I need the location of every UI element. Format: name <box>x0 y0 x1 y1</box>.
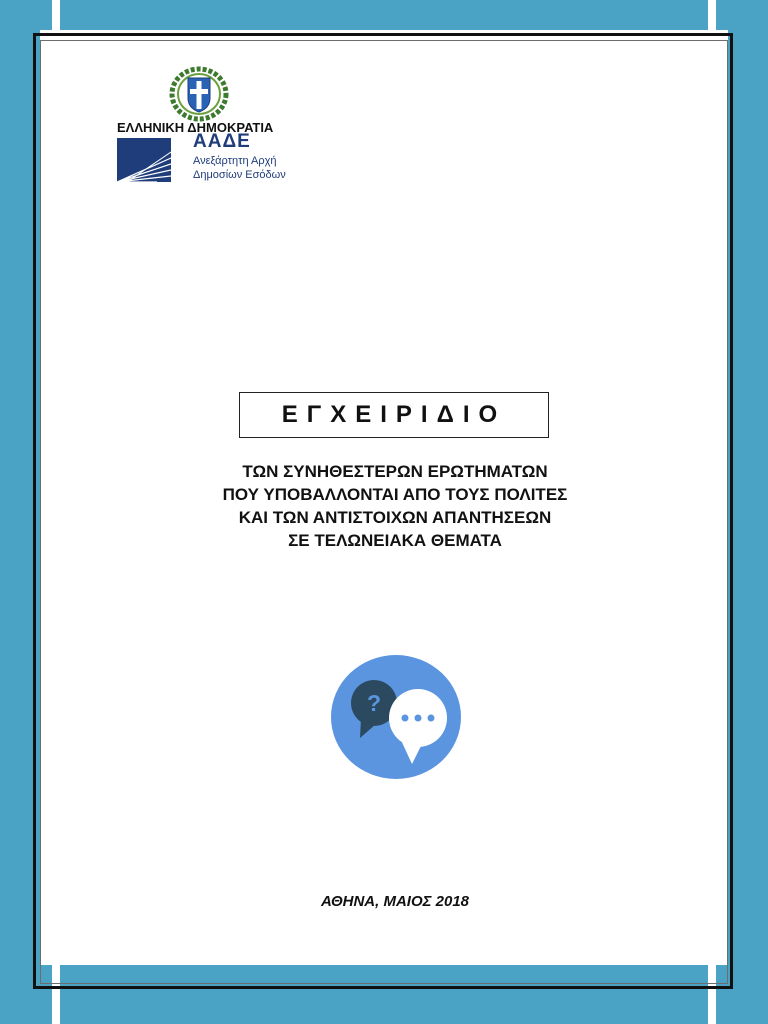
document-footer: ΑΘΗΝΑ, ΜΑΙΟΣ 2018 <box>320 893 470 910</box>
subtitle-line: ΚΑΙ ΤΩΝ ΑΝΤΙΣΤΟΙΧΩΝ ΑΠΑΝΤΗΣΕΩΝ <box>238 508 552 527</box>
republic-label: ΕΛΛΗΝΙΚΗ ΔΗΜΟΚΡΑΤΙΑ <box>117 120 274 135</box>
bottom-border-band-lower <box>0 995 768 1024</box>
svg-text:?: ? <box>366 690 382 716</box>
subtitle-line: ΠΟΥ ΥΠΟΒΑΛΛΟΝΤΑΙ ΑΠΟ ΤΟΥΣ ΠΟΛΙΤΕΣ <box>222 485 568 504</box>
aade-logo-icon <box>117 138 171 182</box>
agency-short-name: ΑΑΔΕ <box>193 131 251 152</box>
subtitle-line: ΤΩΝ ΣΥΝΗΘΕΣΤΕΡΩΝ ΕΡΩΤΗΜΑΤΩΝ <box>242 462 548 481</box>
document-title: ΕΓΧΕΙΡΙΔΙΟ <box>239 392 549 438</box>
document-subtitle <box>120 460 670 552</box>
agency-full-name-line1: Ανεξάρτητη Αρχή <box>193 155 277 167</box>
top-border-band <box>0 0 768 30</box>
right-border-strip <box>728 0 768 1024</box>
agency-full-name-line2: Δημοσίων Εσόδων <box>193 169 286 181</box>
subtitle-line: ΣΕ ΤΕΛΩΝΕΙΑΚΑ ΘΕΜΑΤΑ <box>288 531 502 550</box>
greek-coat-of-arms-icon <box>168 64 230 122</box>
faq-chat-bubbles-icon <box>330 654 462 780</box>
